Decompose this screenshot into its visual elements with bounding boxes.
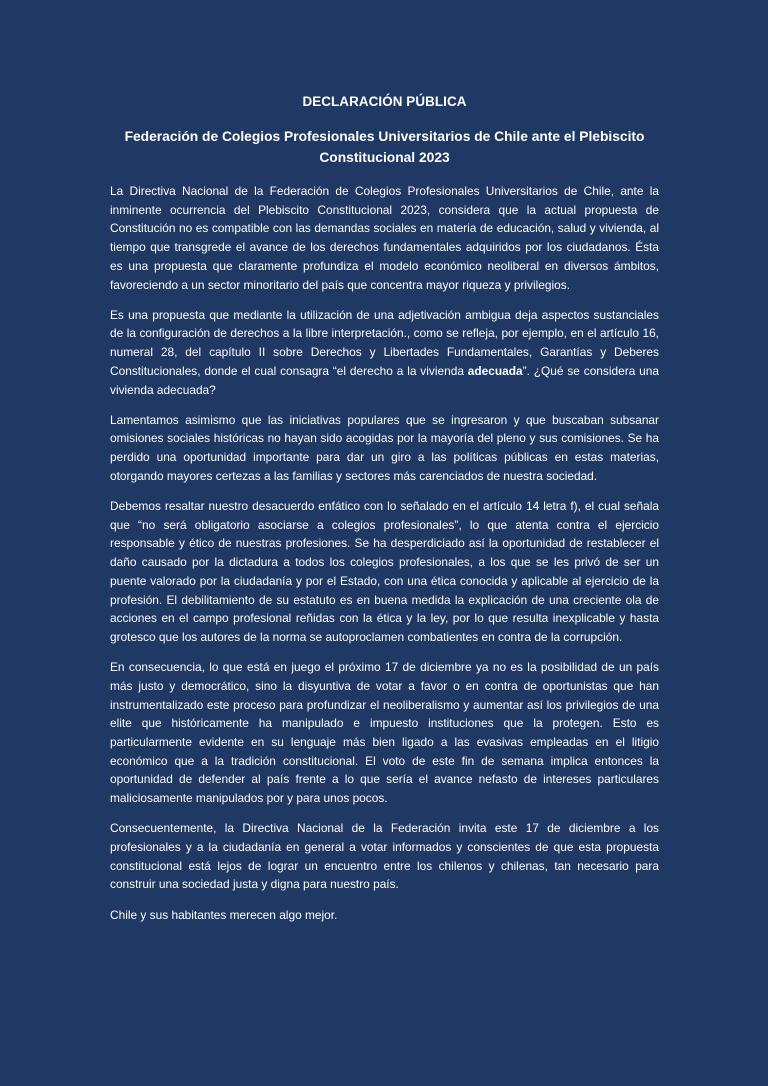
document-page — [110, 92, 659, 936]
paragraph-popular-initiatives: Lamentamos asimismo que las iniciativas populares que se ingresaron y que buscaban subsanar omisiones sociales históricas no hayan sido acogidas por la mayoría del pleno y sus comisiones. Se ha perdido una oportunidad importante para dar un giro a las políticas públicas en estas materias, otorgando mayores certezas a las familias y sectores más carenciados de nuestra sociedad. — [110, 412, 659, 483]
document-title: DECLARACIÓN PÚBLICA — [302, 94, 467, 109]
paragraph-ambiguity-text-after: ”. ¿Qué se considera una vivienda adecuada? — [110, 363, 659, 397]
paragraph-professional-colleges: Debemos resaltar nuestro desacuerdo enfático con lo señalado en el artículo 14 letra f), el cual señala que “no será obligatorio asociarse a colegios profesionales”, lo que atenta contra el ejercicio responsable y ético de nuestras profesiones. Se ha desperdiciado así la oportunidad de restablecer el daño causado por la dictadura a todos los colegios profesionales, a los que se les privó de ser un puente valorado por la ciudadanía y por el Estado, con una ética conocida y aplicable al ejercicio de la profesión. El debilitamiento de su estatuto es en buena medida la explicación de una creciente ola de acciones en el campo profesional reñidas con la ética y la ley, por lo que resulta inexplicable y hasta grotesco que los autores de la norma se autoproclamen combatientes en contra de la corrupción. — [110, 499, 659, 644]
paragraph-ambiguity-emphasis: adecuada — [467, 363, 523, 378]
paragraph-intro: La Directiva Nacional de la Federación de Colegios Profesionales Universitarios de Chile, ante la inminente ocurrencia del Plebiscito Constitucional 2023, considera que la actual propuesta de Constitución no es compatible con las demandas sociales en materia de educación, salud y vivienda, al tiempo que transgrede el avance de los derechos fundamentales adquiridos por los ciudadanos. Ésta es una propuesta que claramente profundiza el modelo económico neoliberal en diversos ámbitos, favoreciendo a un sector minoritario del país que concentra mayor riqueza y privilegios. — [110, 184, 659, 292]
paragraph-ambiguity-text-before: Es una propuesta que mediante la utilización de una adjetivación ambigua deja aspectos sustanciales de la configuración de derechos a la libre interpretación., como se refleja, por ejemplo, en el artículo 16, numeral 28, del capítulo II sobre Derechos y Libertades Fundamentales, Garantías y Deberes Constitucionales, donde el cual consagra “el derecho a la vivienda — [110, 307, 659, 378]
paragraph-invitation: Consecuentemente, la Directiva Nacional de la Federación invita este 17 de diciembre a los profesionales y a la ciudadanía en general a votar informados y conscientes de que esta propuesta constitucional está lejos de lograr un encuentro entre los chilenos y chilenas, tan necesario para construir una sociedad justa y digna para nuestro país. — [110, 821, 659, 892]
paragraph-consequence: En consecuencia, lo que está en juego el próximo 17 de diciembre ya no es la posibilidad de un país más justo y democrático, sino la disyuntiva de votar a favor o en contra de oportunistas que han instrumentalizado este proceso para profundizar el neoliberalismo y aumentar así los privilegios de una elite que históricamente ha manipulado e impuesto instituciones que la protegen. Esto es particularmente evidente en su lenguaje más bien ligado a las evasivas empleadas en el litigio económico que a la tradición constitucional. El voto de este fin de semana implica entonces la oportunidad de defender al país frente a lo que sería el avance nefasto de intereses particulares maliciosamente manipulados por y para unos pocos. — [110, 660, 659, 806]
paragraph-ambiguity — [110, 306, 659, 400]
document-subtitle: Federación de Colegios Profesionales Universitarios de Chile ante el Plebiscito Constitucional 2023 — [124, 129, 645, 165]
paragraph-closing: Chile y sus habitantes merecen algo mejor. — [110, 907, 338, 922]
